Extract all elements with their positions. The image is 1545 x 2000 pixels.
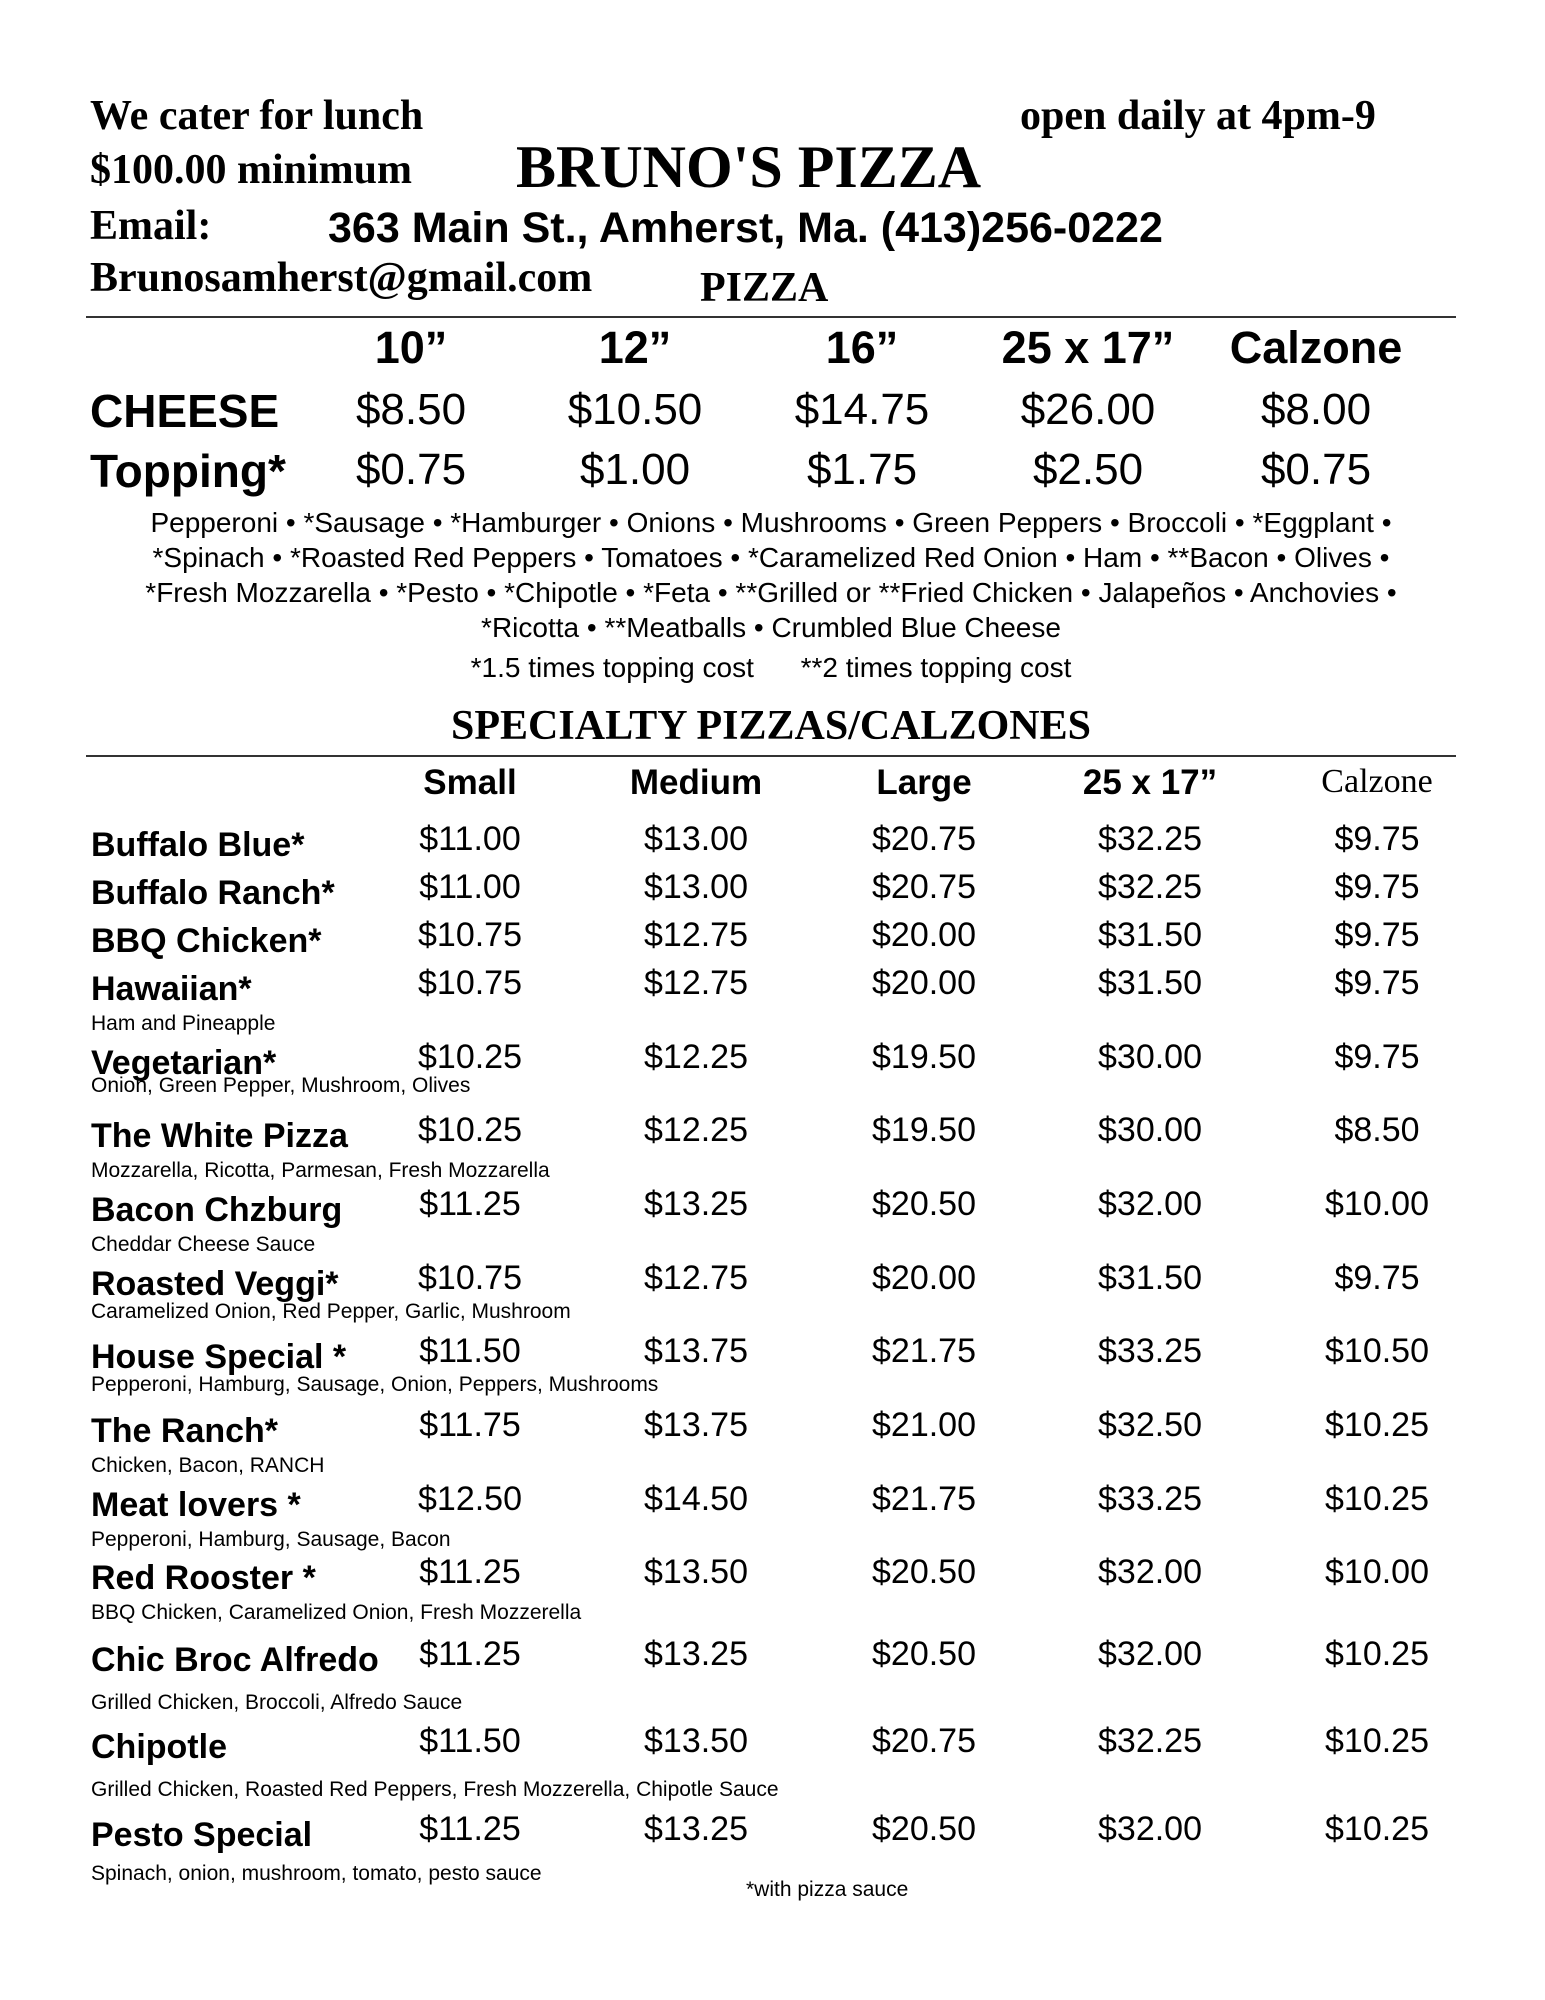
item-price-calzone: $9.75 xyxy=(1334,964,1420,1002)
size-header-12: 12” xyxy=(598,322,672,373)
catering-note: We cater for lunch xyxy=(90,93,424,139)
item-price-calzone: $9.75 xyxy=(1334,868,1420,906)
item-description: Mozzarella, Ricotta, Parmesan, Fresh Mozzarella xyxy=(91,1159,550,1182)
item-price-25x17: $32.25 xyxy=(1098,820,1202,858)
specialty-header-small: Small xyxy=(423,763,517,802)
item-price-large: $19.50 xyxy=(872,1038,976,1076)
item-price-25x17: $32.25 xyxy=(1098,1722,1202,1760)
item-price-calzone: $10.00 xyxy=(1325,1185,1429,1223)
item-price-large: $20.00 xyxy=(872,964,976,1002)
item-price-small: $10.75 xyxy=(418,916,522,954)
item-price-calzone: $9.75 xyxy=(1334,820,1420,858)
toppings-line: Pepperoni • *Sausage • *Hamburger • Onions • Mushrooms • Green Peppers • Broccoli • *Eggplant • xyxy=(150,507,1392,538)
item-price-large: $20.50 xyxy=(872,1635,976,1673)
item-price-large: $20.75 xyxy=(872,820,976,858)
item-price-25x17: $31.50 xyxy=(1098,916,1202,954)
item-price-large: $20.00 xyxy=(872,916,976,954)
price-topping-16: $1.75 xyxy=(806,445,918,494)
item-name: Bacon Chzburg xyxy=(91,1191,343,1229)
item-price-calzone: $10.25 xyxy=(1325,1810,1429,1848)
item-price-large: $21.75 xyxy=(872,1480,976,1518)
table-row xyxy=(0,1038,1545,1104)
item-price-small: $11.50 xyxy=(419,1722,521,1760)
item-price-large: $20.75 xyxy=(872,1722,976,1760)
item-price-small: $10.25 xyxy=(418,1111,522,1149)
item-price-small: $11.00 xyxy=(419,820,521,858)
item-price-small: $11.75 xyxy=(419,1406,521,1444)
item-price-medium: $13.75 xyxy=(644,1332,748,1370)
item-price-small: $10.75 xyxy=(418,1259,522,1297)
size-header-16: 16” xyxy=(825,322,899,373)
item-name: Chipotle xyxy=(91,1728,227,1766)
note-single-cost: *1.5 times topping cost xyxy=(470,652,754,683)
table-row xyxy=(0,1259,1545,1325)
specialty-header-calzone: Calzone xyxy=(1321,763,1433,800)
table-row xyxy=(0,1722,1545,1801)
item-description: Chicken, Bacon, RANCH xyxy=(91,1454,325,1477)
item-price-large: $20.50 xyxy=(872,1185,976,1223)
row-label-cheese: CHEESE xyxy=(90,385,280,437)
item-description: Grilled Chicken, Roasted Red Peppers, Fresh Mozzerella, Chipotle Sauce xyxy=(91,1778,779,1801)
item-price-calzone: $9.75 xyxy=(1334,1259,1420,1297)
item-description: Pepperoni, Hamburg, Sausage, Bacon xyxy=(91,1528,451,1551)
item-price-large: $19.50 xyxy=(872,1111,976,1149)
item-price-medium: $13.25 xyxy=(644,1185,748,1223)
item-name: Vegetarian* xyxy=(91,1044,277,1082)
item-price-medium: $13.50 xyxy=(644,1722,748,1760)
note-double-cost: **2 times topping cost xyxy=(800,652,1072,683)
item-price-small: $10.75 xyxy=(418,964,522,1002)
item-description: Spinach, onion, mushroom, tomato, pesto sauce xyxy=(91,1862,542,1885)
item-name: The White Pizza xyxy=(91,1117,348,1155)
item-description: BBQ Chicken, Caramelized Onion, Fresh Mozzerella xyxy=(91,1601,582,1624)
price-cheese-12: $10.50 xyxy=(567,385,703,434)
item-price-calzone: $9.75 xyxy=(1334,916,1420,954)
item-price-large: $20.75 xyxy=(872,868,976,906)
table-row xyxy=(0,1480,1545,1551)
item-name: Buffalo Blue* xyxy=(91,826,305,864)
divider-pizza xyxy=(86,316,1456,318)
email-address[interactable]: Brunosamherst@gmail.com xyxy=(90,255,593,301)
item-description: Cheddar Cheese Sauce xyxy=(91,1233,316,1256)
item-name: The Ranch* xyxy=(91,1412,279,1450)
item-price-medium: $13.75 xyxy=(644,1406,748,1444)
item-price-25x17: $33.25 xyxy=(1098,1332,1202,1370)
item-price-medium: $13.25 xyxy=(644,1810,748,1848)
item-description: Caramelized Onion, Red Pepper, Garlic, Mushroom xyxy=(91,1300,571,1323)
item-price-25x17: $32.50 xyxy=(1098,1406,1202,1444)
item-price-calzone: $10.50 xyxy=(1325,1332,1429,1370)
price-cheese-calzone: $8.00 xyxy=(1260,385,1372,434)
item-price-small: $11.00 xyxy=(419,868,521,906)
item-name: Meat lovers * xyxy=(91,1486,301,1524)
table-row xyxy=(0,1553,1545,1624)
toppings-line: *Fresh Mozzarella • *Pesto • *Chipotle • *Feta • **Grilled or **Fried Chicken • Jalapeños • Anchovies • xyxy=(145,577,1397,608)
item-price-small: $12.50 xyxy=(418,1480,522,1518)
item-price-small: $11.25 xyxy=(419,1810,521,1848)
table-row xyxy=(0,1810,1545,1885)
item-price-medium: $12.75 xyxy=(644,916,748,954)
item-price-25x17: $32.00 xyxy=(1098,1185,1202,1223)
table-row xyxy=(0,1332,1545,1398)
specialty-header-large: Large xyxy=(876,763,972,802)
item-price-medium: $12.25 xyxy=(644,1038,748,1076)
price-cheese-25x17: $26.00 xyxy=(1020,385,1156,434)
toppings-list xyxy=(86,505,1456,645)
item-price-medium: $12.25 xyxy=(644,1111,748,1149)
price-topping-10: $0.75 xyxy=(355,445,467,494)
item-name: Hawaiian* xyxy=(91,970,252,1008)
table-row xyxy=(0,1635,1545,1714)
price-topping-calzone: $0.75 xyxy=(1260,445,1372,494)
item-price-25x17: $33.25 xyxy=(1098,1480,1202,1518)
pizza-sauce-footnote: *with pizza sauce xyxy=(746,1878,909,1901)
catering-minimum: $100.00 minimum xyxy=(90,147,413,193)
size-header-calzone: Calzone xyxy=(1229,322,1403,373)
table-row xyxy=(0,1111,1545,1182)
item-price-medium: $13.25 xyxy=(644,1635,748,1673)
pizza-section-title: PIZZA xyxy=(700,265,829,311)
toppings-line: *Spinach • *Roasted Red Peppers • Tomatoes • *Caramelized Red Onion • Ham • **Bacon • Olives • xyxy=(152,542,1390,573)
item-price-calzone: $10.25 xyxy=(1325,1635,1429,1673)
address-phone: 363 Main St., Amherst, Ma. (413)256-0222 xyxy=(328,204,1163,252)
item-price-small: $10.25 xyxy=(418,1038,522,1076)
item-price-25x17: $30.00 xyxy=(1098,1038,1202,1076)
item-name: Buffalo Ranch* xyxy=(91,874,335,912)
table-row xyxy=(0,1185,1545,1256)
price-topping-25x17: $2.50 xyxy=(1032,445,1144,494)
specialty-section-title: SPECIALTY PIZZAS/CALZONES xyxy=(451,703,1091,749)
item-price-25x17: $31.50 xyxy=(1098,964,1202,1002)
size-header-10: 10” xyxy=(374,322,448,373)
item-price-large: $20.50 xyxy=(872,1553,976,1591)
item-price-large: $21.75 xyxy=(872,1332,976,1370)
item-name: Red Rooster * xyxy=(91,1559,316,1597)
price-topping-12: $1.00 xyxy=(579,445,691,494)
item-price-calzone: $10.00 xyxy=(1325,1553,1429,1591)
topping-cost-notes xyxy=(86,652,1456,684)
item-price-small: $11.25 xyxy=(419,1635,521,1673)
divider-specialty xyxy=(86,755,1456,757)
restaurant-title: BRUNO'S PIZZA xyxy=(516,134,982,200)
item-price-25x17: $32.00 xyxy=(1098,1553,1202,1591)
item-name: BBQ Chicken* xyxy=(91,922,322,960)
item-price-calzone: $9.75 xyxy=(1334,1038,1420,1076)
email-label: Email: xyxy=(90,203,212,249)
size-header-25x17: 25 x 17” xyxy=(1001,322,1175,373)
item-price-25x17: $30.00 xyxy=(1098,1111,1202,1149)
item-price-calzone: $8.50 xyxy=(1334,1111,1420,1149)
item-name: Roasted Veggi* xyxy=(91,1265,339,1303)
item-price-medium: $13.00 xyxy=(644,868,748,906)
item-price-25x17: $32.00 xyxy=(1098,1635,1202,1673)
row-label-topping: Topping* xyxy=(90,445,286,497)
item-price-25x17: $32.25 xyxy=(1098,868,1202,906)
item-description: Pepperoni, Hamburg, Sausage, Onion, Peppers, Mushrooms xyxy=(91,1373,659,1396)
specialty-header-medium: Medium xyxy=(629,763,763,802)
item-price-small: $11.25 xyxy=(419,1553,521,1591)
item-price-medium: $13.50 xyxy=(644,1553,748,1591)
item-price-25x17: $32.00 xyxy=(1098,1810,1202,1848)
item-price-large: $21.00 xyxy=(872,1406,976,1444)
item-price-medium: $13.00 xyxy=(644,820,748,858)
item-price-small: $11.50 xyxy=(419,1332,521,1370)
item-description: Ham and Pineapple xyxy=(91,1012,276,1035)
price-cheese-10: $8.50 xyxy=(355,385,467,434)
item-description: Onion, Green Pepper, Mushroom, Olives xyxy=(91,1074,471,1097)
item-price-medium: $12.75 xyxy=(644,1259,748,1297)
item-name: Pesto Special xyxy=(91,1816,313,1854)
table-row xyxy=(0,964,1545,1035)
item-price-large: $20.50 xyxy=(872,1810,976,1848)
item-name: House Special * xyxy=(91,1338,347,1376)
item-price-small: $11.25 xyxy=(419,1185,521,1223)
item-description: Grilled Chicken, Broccoli, Alfredo Sauce xyxy=(91,1691,463,1714)
price-cheese-16: $14.75 xyxy=(794,385,930,434)
toppings-line: *Ricotta • **Meatballs • Crumbled Blue Cheese xyxy=(481,612,1061,643)
item-price-large: $20.00 xyxy=(872,1259,976,1297)
item-price-medium: $12.75 xyxy=(644,964,748,1002)
table-row xyxy=(0,1406,1545,1477)
item-price-25x17: $31.50 xyxy=(1098,1259,1202,1297)
opening-hours: open daily at 4pm-9 xyxy=(1020,93,1376,139)
item-name: Chic Broc Alfredo xyxy=(91,1641,379,1679)
item-price-medium: $14.50 xyxy=(644,1480,748,1518)
item-price-calzone: $10.25 xyxy=(1325,1406,1429,1444)
item-price-calzone: $10.25 xyxy=(1325,1480,1429,1518)
item-price-calzone: $10.25 xyxy=(1325,1722,1429,1760)
specialty-header-25x17: 25 x 17” xyxy=(1082,763,1218,802)
